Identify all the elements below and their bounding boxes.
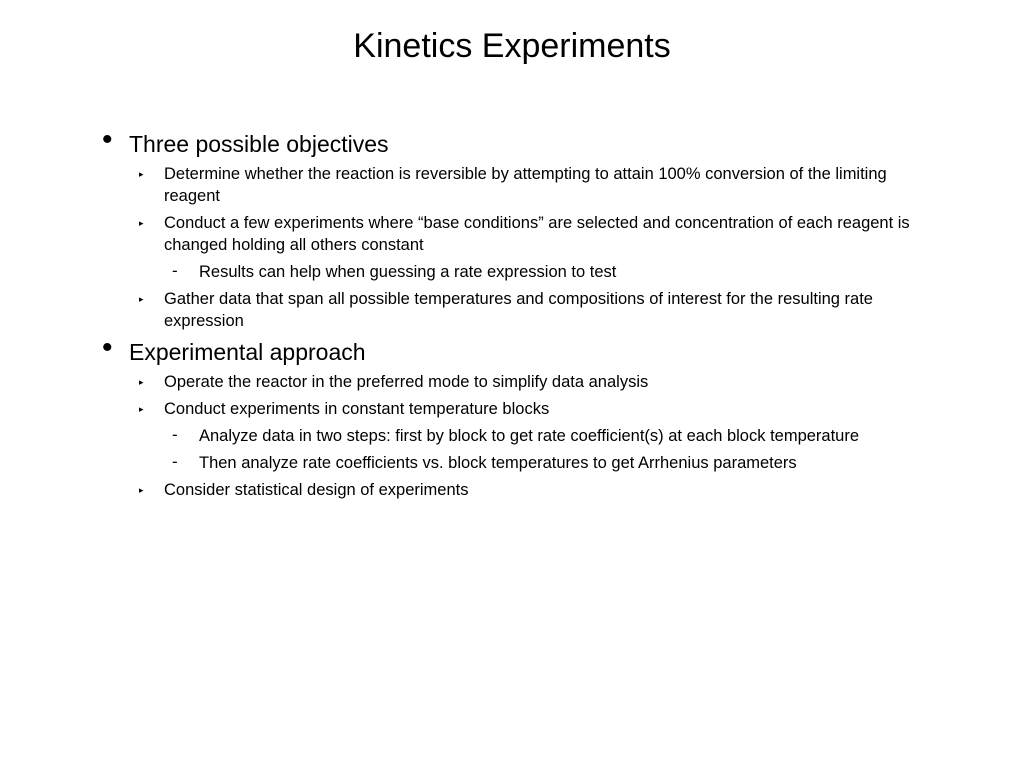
- dash-bullet-icon: -: [172, 452, 178, 471]
- bullet-dot-icon: •: [102, 123, 113, 156]
- bullet-level-2: [139, 163, 930, 207]
- bullet-text: Gather data that span all possible temperatures and compositions of interest for the resulting rate expression: [164, 290, 873, 330]
- bullet-text: Consider statistical design of experiments: [164, 481, 469, 499]
- slide-content: [100, 123, 930, 506]
- bullet-text: Experimental approach: [129, 339, 366, 365]
- bullet-level-2: [139, 288, 930, 332]
- triangle-bullet-icon: ▸: [139, 377, 144, 387]
- bullet-level-3: [172, 425, 930, 447]
- dash-bullet-icon: -: [172, 425, 178, 444]
- bullet-level-3: [172, 452, 930, 474]
- bullet-text: Three possible objectives: [129, 131, 389, 157]
- bullet-text: Analyze data in two steps: first by block to get rate coefficient(s) at each block temperature: [199, 427, 860, 445]
- bullet-level-1: [100, 123, 930, 159]
- bullet-level-2: [139, 479, 930, 501]
- bullet-text: Conduct experiments in constant temperature blocks: [164, 400, 550, 418]
- bullet-level-3: [172, 261, 930, 283]
- bullet-text: Operate the reactor in the preferred mode to simplify data analysis: [164, 373, 649, 391]
- dash-bullet-icon: -: [172, 261, 178, 280]
- bullet-text: Then analyze rate coefficients vs. block temperatures to get Arrhenius parameters: [199, 454, 797, 472]
- bullet-dot-icon: •: [102, 331, 113, 364]
- bullet-level-1: [100, 331, 930, 367]
- triangle-bullet-icon: ▸: [139, 485, 144, 495]
- slide-title: Kinetics Experiments: [353, 27, 671, 65]
- bullet-level-2: [139, 398, 930, 420]
- bullet-level-2: [139, 212, 930, 256]
- triangle-bullet-icon: ▸: [139, 404, 144, 414]
- triangle-bullet-icon: ▸: [139, 294, 144, 304]
- bullet-text: Conduct a few experiments where “base conditions” are selected and concentration of each reagent is changed holding all others constant: [164, 214, 910, 254]
- bullet-text: Results can help when guessing a rate expression to test: [199, 263, 617, 281]
- triangle-bullet-icon: ▸: [139, 218, 144, 228]
- triangle-bullet-icon: ▸: [139, 169, 144, 179]
- bullet-level-2: [139, 371, 930, 393]
- bullet-text: Determine whether the reaction is reversible by attempting to attain 100% conversion of the limiting reagent: [164, 165, 887, 205]
